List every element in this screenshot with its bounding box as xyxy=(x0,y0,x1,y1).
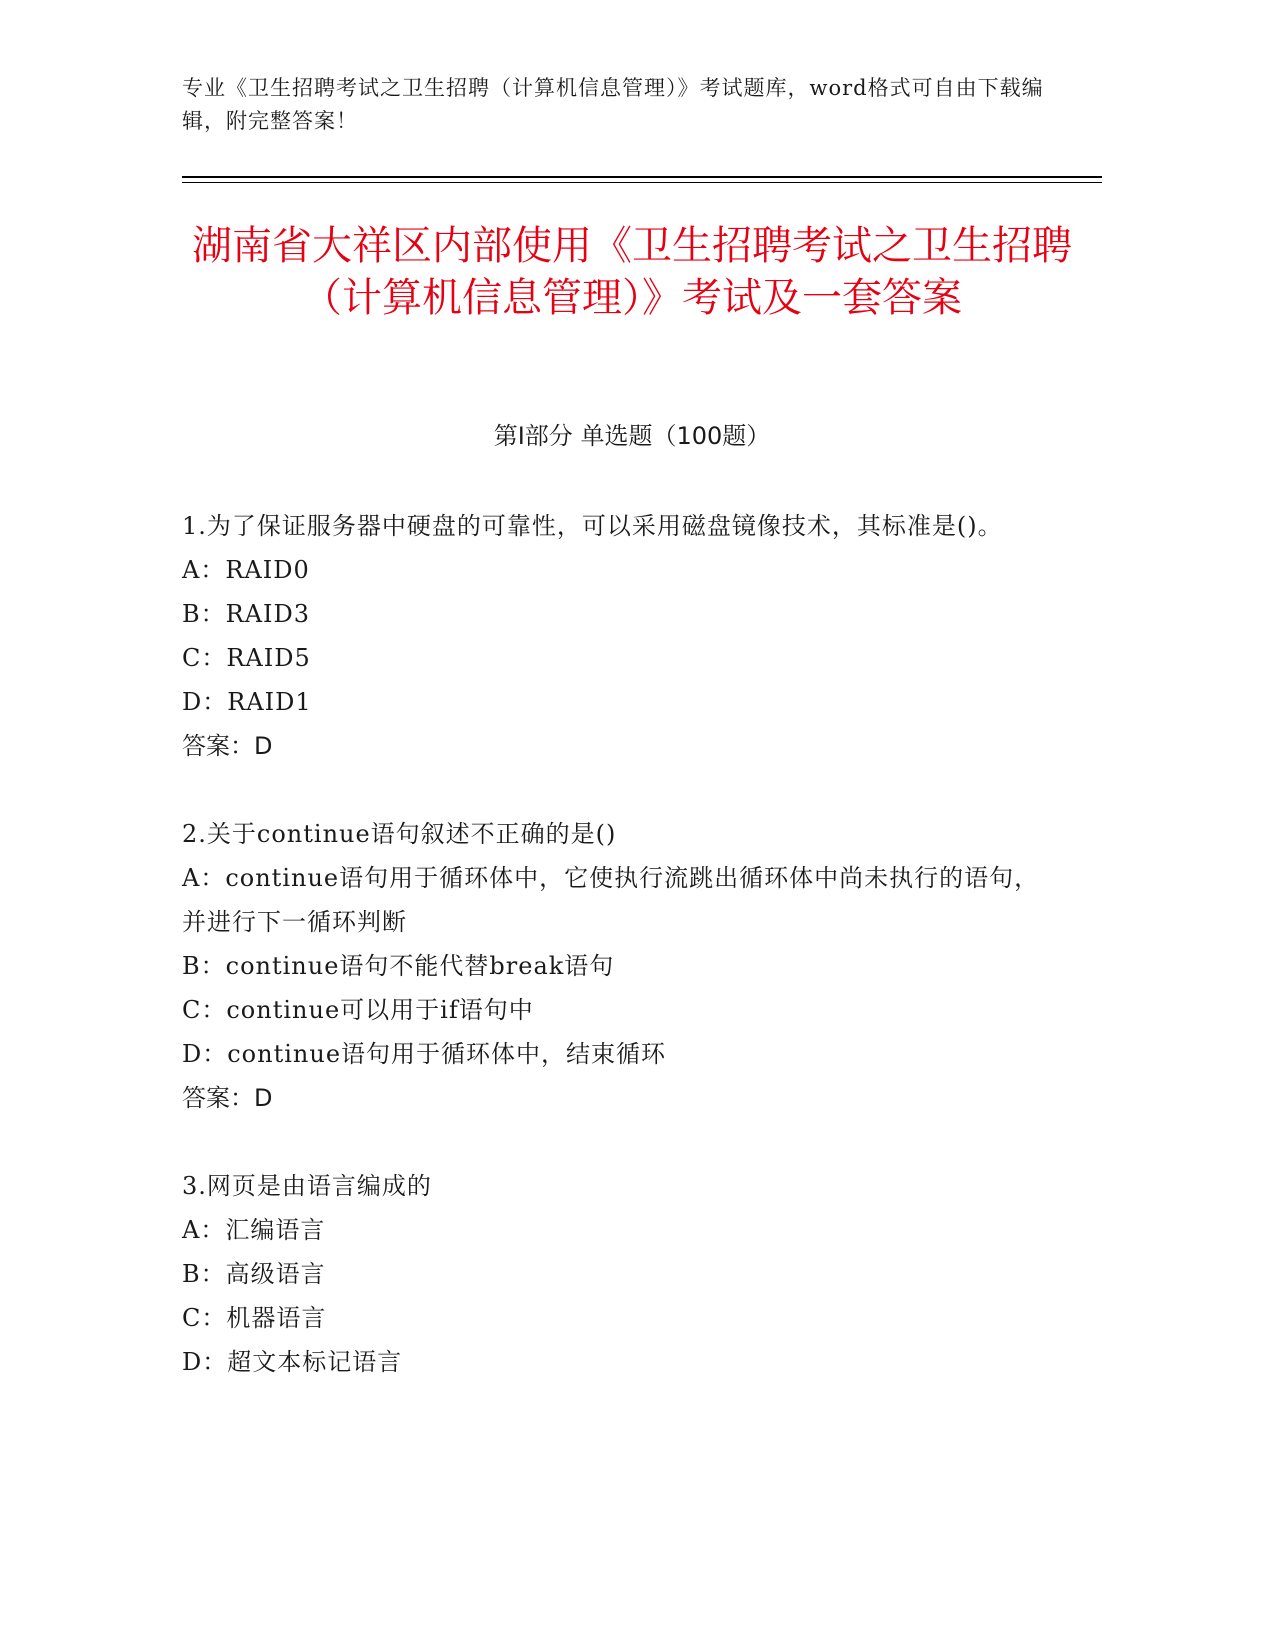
option-b: B：continue语句不能代替break语句 xyxy=(182,952,615,980)
question-stem: 2.关于continue语句叙述不正确的是() xyxy=(182,820,617,848)
question-1 xyxy=(182,504,1062,768)
option-c: C：continue可以用于if语句中 xyxy=(182,996,534,1024)
option-d: D：RAID1 xyxy=(182,688,312,716)
option-c: C：机器语言 xyxy=(182,1304,327,1332)
option-d: D：continue语句用于循环体中，结束循环 xyxy=(182,1040,667,1068)
answer-line: 答案：D xyxy=(182,732,273,760)
option-a: A：continue语句用于循环体中，它使执行流跳出循环体中尚未执行的语句，并进行下一循环判断 xyxy=(182,864,1040,936)
section-title: 第I部分 单选题（100题） xyxy=(493,422,771,450)
document-title: 湖南省大祥区内部使用《卫生招聘考试之卫生招聘（计算机信息管理）》考试及一套答案 xyxy=(192,223,1072,321)
answer-line: 答案：D xyxy=(182,1084,273,1112)
option-b: B：高级语言 xyxy=(182,1260,326,1288)
option-c: C：RAID5 xyxy=(182,644,311,672)
question-stem: 1.为了保证服务器中硬盘的可靠性，可以采用磁盘镜像技术，其标准是()。 xyxy=(182,512,1003,540)
question-3 xyxy=(182,1164,1062,1384)
option-b: B：RAID3 xyxy=(182,600,311,628)
header-note: 专业《卫生招聘考试之卫生招聘（计算机信息管理）》考试题库，word格式可自由下载编辑，附完整答案！ xyxy=(182,76,1044,133)
question-2 xyxy=(182,812,1062,1120)
header-rule-thin xyxy=(182,182,1102,183)
option-a: A：RAID0 xyxy=(182,556,310,584)
option-d: D：超文本标记语言 xyxy=(182,1348,403,1376)
option-a: A：汇编语言 xyxy=(182,1216,326,1244)
question-stem: 3.网页是由语言编成的 xyxy=(182,1172,432,1200)
header-rule-thick xyxy=(182,176,1102,178)
question-list xyxy=(182,504,1062,1428)
